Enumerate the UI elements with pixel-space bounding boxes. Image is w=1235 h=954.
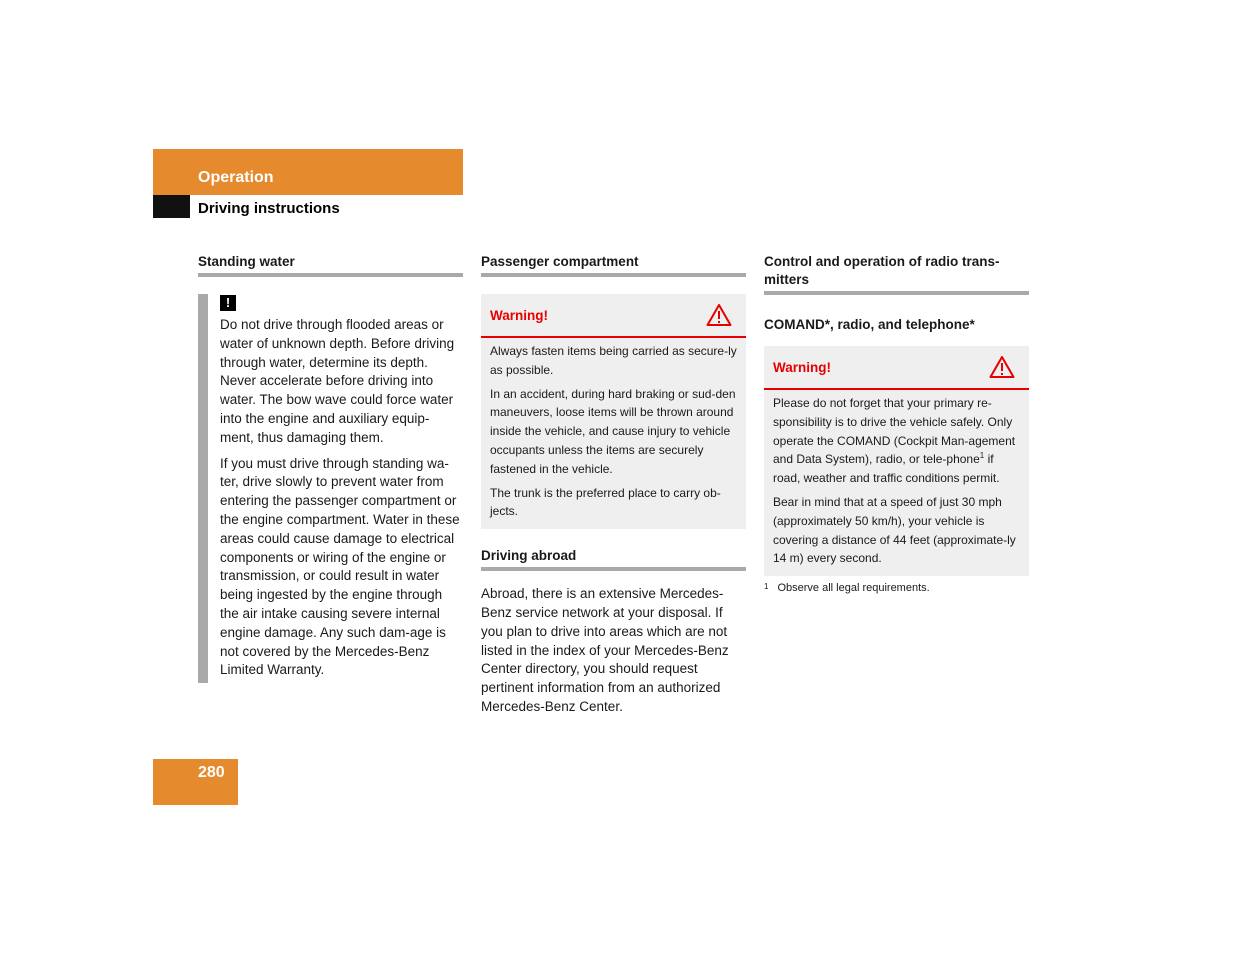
footnote-text: Observe all legal requirements. <box>777 582 930 595</box>
warning-box <box>764 346 1029 576</box>
exclamation-icon: ! <box>220 295 236 311</box>
column-standing-water <box>198 253 463 680</box>
column-passenger-compartment <box>481 253 746 717</box>
warning-paragraph-2: In an accident, during hard braking or sud-den maneuvers, loose items will be thrown around inside the vehicle, and cause injury to vehicle occupants unless the items are securely fastened in the vehicle. <box>490 386 736 476</box>
warning-title: Warning! <box>490 307 548 323</box>
warning-paragraph-1 <box>773 394 1020 488</box>
page-number: 280 <box>198 764 225 781</box>
warning-paragraph-1: Always fasten items being carried as secure-ly as possible. <box>490 344 737 377</box>
footnote-mark: 1 <box>764 582 769 592</box>
section-title: Driving instructions <box>198 200 340 217</box>
notice-block <box>198 294 463 680</box>
heading-radio-transmitters: Control and operation of radio trans-mitters <box>764 253 1029 295</box>
warning-triangle-icon <box>989 355 1015 379</box>
warning-body <box>481 338 746 529</box>
heading-standing-water: Standing water <box>198 253 463 277</box>
warning-title: Warning! <box>773 359 831 375</box>
notice-paragraph-1: Do not drive through flooded areas or water of unknown depth. Before driving through water, determine its depth. Never accelerate before driving into water. The bow wave could force water into the engine and auxiliary equip-ment, thus damaging them. <box>220 317 455 445</box>
notice-paragraph-2: If you must drive through standing wa-ter, drive slowly to prevent water from entering the passenger compartment or the engine compartment. Water in these areas could cause damage to electrical components or wiring of the engine or transmission, or could result in water being ingested by the engine through the air intake causing severe internal engine damage. Any such dam-age is not covered by the Mercedes-Benz Limited Warranty. <box>220 455 460 678</box>
warning-box <box>481 294 746 529</box>
notice-bar <box>198 294 208 683</box>
footnote-ref: 1 <box>979 451 985 461</box>
warning-header <box>764 346 1029 390</box>
warning-body <box>764 390 1029 576</box>
warning-paragraph-3: The trunk is the preferred place to carry ob-jects. <box>490 485 721 519</box>
section-marker <box>153 195 190 218</box>
footnote <box>764 582 1029 594</box>
page-number-box <box>153 759 238 805</box>
warning-header <box>481 294 746 338</box>
heading-passenger-compartment: Passenger compartment <box>481 253 746 277</box>
warning-triangle-icon <box>706 303 732 327</box>
column-radio-transmitters <box>764 253 1029 594</box>
warning-paragraph-2: Bear in mind that at a speed of just 30 mph (approximately 50 km/h), your vehicle is covering a distance of 44 feet (approximate-ly 14 m) every second. <box>773 494 1016 566</box>
driving-abroad-text: Abroad, there is an extensive Mercedes-Benz service network at your disposal. If you plan to drive into areas which are not listed in the index of your Mercedes-Benz Center directory, you should request pertinent information from an authorized Mercedes-Benz Center. <box>481 586 729 714</box>
heading-driving-abroad: Driving abroad <box>481 547 746 571</box>
warning-text-b: if road, weather and traffic conditions permit. <box>773 452 1000 486</box>
warning-text-a: Please do not forget that your primary re-sponsibility is to drive the vehicle safely. Only operate the COMAND (Cockpit Man-agement and Data System), radio, or tele-phone <box>773 396 1016 467</box>
chapter-title: Operation <box>198 169 274 186</box>
subheading-comand: COMAND*, radio, and telephone* <box>764 317 975 332</box>
